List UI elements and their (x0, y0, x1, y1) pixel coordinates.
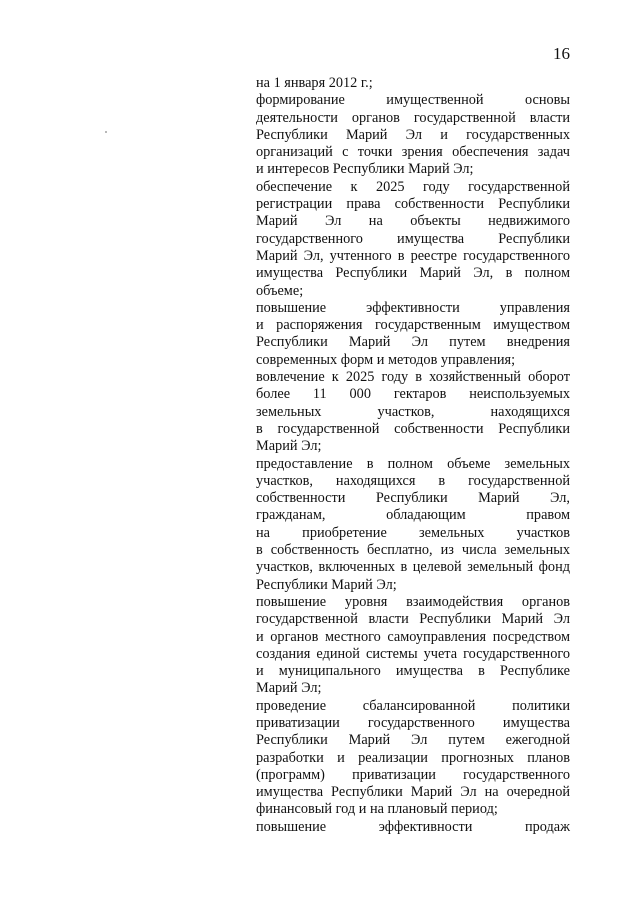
text-line: и муниципального имущества в Республике (256, 663, 570, 680)
text-line: и органов местного самоуправления посредством (256, 628, 570, 645)
text-line: создания единой системы учета государственного (256, 645, 570, 662)
text-line: гражданам, обладающим правом (256, 507, 570, 524)
text-line: Марий Эл; (256, 438, 322, 455)
text-line: Республики Марий Эл путем внедрения (256, 334, 570, 351)
text-line: и интересов Республики Марий Эл; (256, 161, 474, 178)
scan-speck (105, 131, 107, 133)
text-line: организаций с точки зрения обеспечения задач (256, 144, 570, 161)
text-line: разработки и реализации прогнозных планов (256, 749, 570, 766)
text-line: Марий Эл; (256, 680, 322, 697)
text-line: более 11 000 гектаров неиспользуемых (256, 386, 570, 403)
text-line: Республики Марий Эл; (256, 576, 397, 593)
text-line: имущества Республики Марий Эл, в полном (256, 265, 570, 282)
text-line: собственности Республики Марий Эл, (256, 490, 570, 507)
text-line: деятельности органов государственной власти (256, 109, 570, 126)
text-line: Республики Марий Эл путем ежегодной (256, 732, 570, 749)
text-line: участков, включенных в целевой земельный фонд (256, 559, 570, 576)
text-line: земельных участков, находящихся (256, 403, 570, 420)
text-line: (программ) приватизации государственного (256, 766, 570, 783)
text-line: в государственной собственности Республики (256, 420, 570, 437)
page-number: 16 (553, 44, 570, 63)
text-line: повышение эффективности продаж (256, 818, 570, 835)
text-line: государственного имущества Республики (256, 230, 570, 247)
text-column (256, 75, 570, 836)
text-line: регистрации права собственности Республики (256, 196, 570, 213)
text-line: Марий Эл на объекты недвижимого (256, 213, 570, 230)
text-line: государственной власти Республики Марий Эл (256, 611, 570, 628)
text-line: объеме; (256, 282, 304, 299)
text-line: современных форм и методов управления; (256, 351, 516, 368)
text-line: на 1 января 2012 г.; (256, 75, 373, 91)
text-line: имущества Республики Марий Эл на очередной (256, 784, 570, 801)
text-line: приватизации государственного имущества (256, 714, 570, 731)
text-line: проведение сбалансированной политики (256, 697, 570, 714)
text-line: и распоряжения государственным имуществом (256, 317, 570, 334)
text-line: предоставление в полном объеме земельных (256, 455, 570, 472)
text-line: Марий Эл, учтенного в реестре государственного (256, 247, 570, 264)
text-line: формирование имущественной основы (256, 92, 570, 109)
text-line: обеспечение к 2025 году государственной (256, 178, 570, 195)
text-line: на приобретение земельных участков (256, 524, 570, 541)
text-line: Республики Марий Эл и государственных (256, 126, 570, 143)
text-line: участков, находящихся в государственной (256, 472, 570, 489)
text-line: повышение уровня взаимодействия органов (256, 593, 570, 610)
text-line: повышение эффективности управления (256, 299, 570, 316)
text-line: вовлечение к 2025 году в хозяйственный оборот (256, 369, 570, 386)
text-line: финансовый год и на плановый период; (256, 801, 498, 818)
text-line: в собственность бесплатно, из числа земельных (256, 542, 570, 559)
